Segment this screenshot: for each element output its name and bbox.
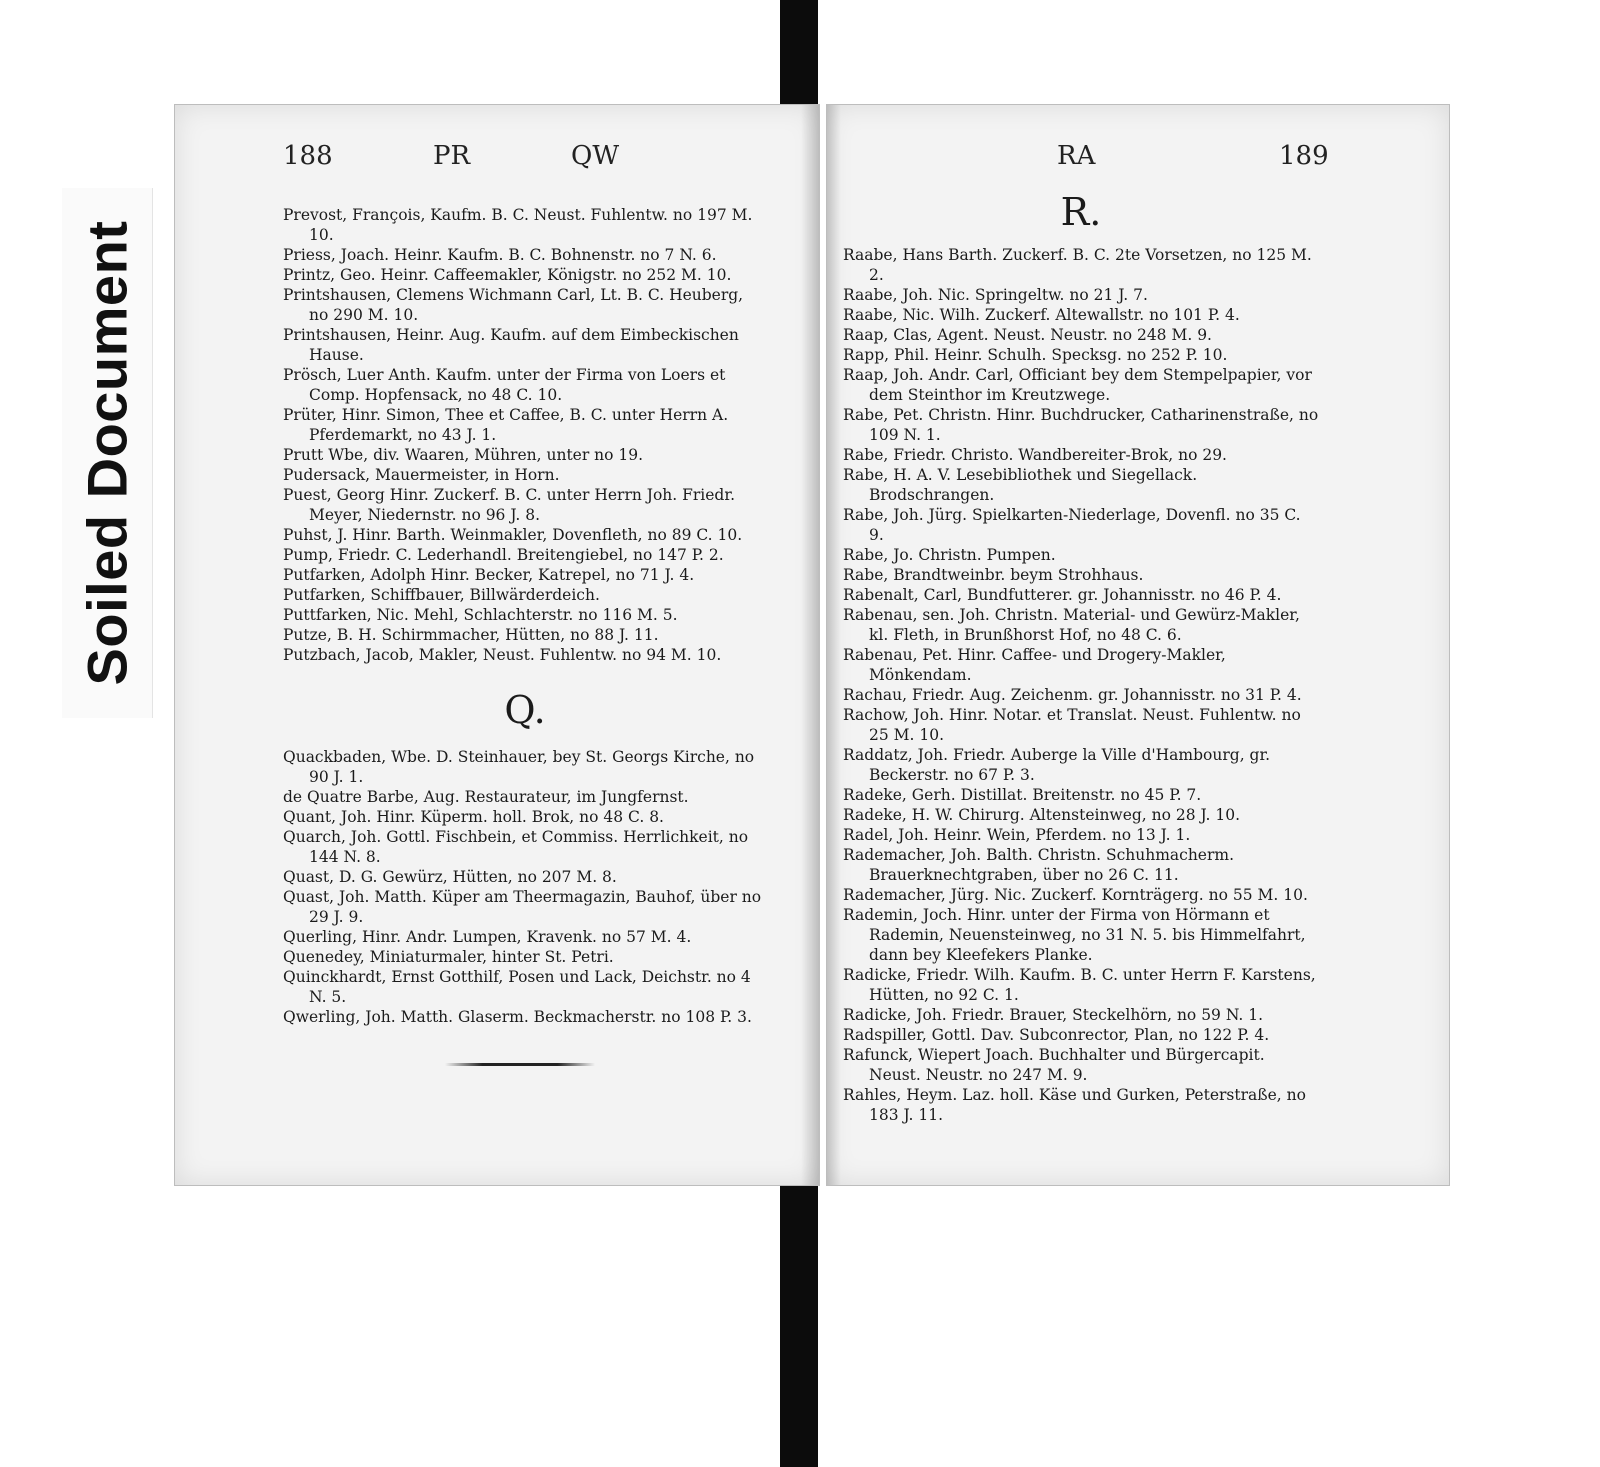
directory-entry: Quast, Joh. Matth. Küper am Theermagazin, Bauhof, über no 29 J. 9. xyxy=(283,888,762,926)
directory-entry: Rabe, Jo. Christn. Pumpen. xyxy=(843,546,1056,564)
directory-entry: Rabenau, Pet. Hinr. Caffee- und Drogery-Makler, Mönkendam. xyxy=(843,646,1226,684)
directory-entry: Quackbaden, Wbe. D. Steinhauer, bey St. Georgs Kirche, no 90 J. 1. xyxy=(283,748,755,786)
directory-entry: Puttfarken, Nic. Mehl, Schlachterstr. no 116 M. 5. xyxy=(283,606,678,624)
directory-entry: Rabe, Joh. Jürg. Spielkarten-Niederlage, Dovenfl. no 35 C. 9. xyxy=(843,506,1301,544)
entries-q xyxy=(283,747,767,1027)
directory-entry: Puest, Georg Hinr. Zuckerf. B. C. unter Herrn Joh. Friedr. Meyer, Niedernstr. no 96 J. 8. xyxy=(283,486,735,524)
directory-entry: Radicke, Friedr. Wilh. Kaufm. B. C. unter Herrn F. Karstens, Hütten, no 92 C. 1. xyxy=(843,966,1316,1004)
left-page-number: 188 xyxy=(283,141,333,171)
directory-entry: Printz, Geo. Heinr. Caffeemakler, Königstr. no 252 M. 10. xyxy=(283,266,732,284)
entries-p xyxy=(283,205,767,665)
left-entries xyxy=(283,205,767,1027)
entries-r xyxy=(843,245,1319,1125)
right-header-center: RA xyxy=(1057,141,1096,171)
directory-entry: Rademacher, Jürg. Nic. Zuckerf. Kornträgerg. no 55 M. 10. xyxy=(843,886,1308,904)
directory-entry: de Quatre Barbe, Aug. Restaurateur, im Jungfernst. xyxy=(283,788,689,806)
directory-entry: Prösch, Luer Anth. Kaufm. unter der Firma von Loers et Comp. Hopfensack, no 48 C. 10. xyxy=(283,366,726,404)
end-rule xyxy=(445,1063,595,1066)
directory-entry: Rabe, Friedr. Christo. Wandbereiter-Brok, no 29. xyxy=(843,446,1227,464)
directory-entry: Quast, D. G. Gewürz, Hütten, no 207 M. 8. xyxy=(283,868,617,886)
directory-entry: Prüter, Hinr. Simon, Thee et Caffee, B. C. unter Herrn A. Pferdemarkt, no 43 J. 1. xyxy=(283,406,729,444)
directory-entry: Printshausen, Heinr. Aug. Kaufm. auf dem Eimbeckischen Hause. xyxy=(283,326,739,364)
directory-entry: Pudersack, Mauermeister, in Horn. xyxy=(283,466,560,484)
directory-entry: Rabenau, sen. Joh. Christn. Material- und Gewürz-Makler, kl. Fleth, in Brunßhorst Hof, no 48 C. 6. xyxy=(843,606,1300,644)
directory-entry: Radel, Joh. Heinr. Wein, Pferdem. no 13 J. 1. xyxy=(843,826,1191,844)
directory-entry: Putfarken, Schiffbauer, Billwärderdeich. xyxy=(283,586,600,604)
directory-entry: Raap, Joh. Andr. Carl, Officiant bey dem Stempelpapier, vor dem Steinthor im Kreutzwege. xyxy=(843,366,1312,404)
book-spine-top xyxy=(780,0,818,110)
directory-entry: Rademacher, Joh. Balth. Christn. Schuhmacherm. Brauerknechtgraben, über no 26 C. 11. xyxy=(843,846,1235,884)
directory-entry: Raabe, Joh. Nic. Springeltw. no 21 J. 7. xyxy=(843,286,1148,304)
directory-entry: Rademin, Joch. Hinr. unter der Firma von Hörmann et Rademin, Neuensteinweg, no 31 N. 5. bis Himmelfahrt, dann bey Kleefekers Planke. xyxy=(843,906,1306,964)
directory-entry: Pump, Friedr. C. Lederhandl. Breitengiebel, no 147 P. 2. xyxy=(283,546,724,564)
directory-entry: Rabe, H. A. V. Lesebibliothek und Siegellack. Brodschrangen. xyxy=(843,466,1198,504)
left-page xyxy=(174,104,820,1186)
directory-entry: Radicke, Joh. Friedr. Brauer, Steckelhörn, no 59 N. 1. xyxy=(843,1006,1264,1024)
right-entries xyxy=(843,185,1319,1125)
left-header-left: PR xyxy=(433,141,471,171)
right-page xyxy=(826,104,1450,1186)
directory-entry: Rabenalt, Carl, Bundfutterer. gr. Johannisstr. no 46 P. 4. xyxy=(843,586,1282,604)
directory-entry: Prutt Wbe, div. Waaren, Mühren, unter no 19. xyxy=(283,446,644,464)
book-spine-bottom xyxy=(780,1170,818,1467)
directory-entry: Putzbach, Jacob, Makler, Neust. Fuhlentw. no 94 M. 10. xyxy=(283,646,722,664)
directory-entry: Putfarken, Adolph Hinr. Becker, Katrepel, no 71 J. 4. xyxy=(283,566,695,584)
directory-entry: Prevost, François, Kaufm. B. C. Neust. Fuhlentw. no 197 M. 10. xyxy=(283,206,753,244)
directory-entry: Printshausen, Clemens Wichmann Carl, Lt. B. C. Heuberg, no 290 M. 10. xyxy=(283,286,744,324)
directory-entry: Raabe, Nic. Wilh. Zuckerf. Altewallstr. no 101 P. 4. xyxy=(843,306,1240,324)
directory-entry: Radspiller, Gottl. Dav. Subconrector, Plan, no 122 P. 4. xyxy=(843,1026,1270,1044)
directory-entry: Rabe, Pet. Christn. Hinr. Buchdrucker, Catharinenstraße, no 109 N. 1. xyxy=(843,406,1319,444)
directory-entry: Raabe, Hans Barth. Zuckerf. B. C. 2te Vorsetzen, no 125 M. 2. xyxy=(843,246,1312,284)
directory-entry: Rafunck, Wiepert Joach. Buchhalter und Bürgercapit. Neust. Neustr. no 247 M. 9. xyxy=(843,1046,1265,1084)
directory-entry: Radeke, H. W. Chirurg. Altensteinweg, no 28 J. 10. xyxy=(843,806,1241,824)
directory-entry: Priess, Joach. Heinr. Kaufm. B. C. Bohnenstr. no 7 N. 6. xyxy=(283,246,717,264)
directory-entry: Rapp, Phil. Heinr. Schulh. Specksg. no 252 P. 10. xyxy=(843,346,1228,364)
directory-entry: Quenedey, Miniaturmaler, hinter St. Petri. xyxy=(283,948,614,966)
directory-entry: Querling, Hinr. Andr. Lumpen, Kravenk. no 57 M. 4. xyxy=(283,928,692,946)
letter-q-heading: Q. xyxy=(504,688,546,732)
directory-entry: Raddatz, Joh. Friedr. Auberge la Ville d'Hambourg, gr. Beckerstr. no 67 P. 3. xyxy=(843,746,1271,784)
left-header-right: QW xyxy=(571,141,620,171)
soiled-document-label: Soiled Document xyxy=(75,220,139,686)
directory-entry: Radeke, Gerh. Distillat. Breitenstr. no 45 P. 7. xyxy=(843,786,1202,804)
directory-entry: Rabe, Brandtweinbr. beym Strohhaus. xyxy=(843,566,1144,584)
directory-entry: Putze, B. H. Schirmmacher, Hütten, no 88 J. 11. xyxy=(283,626,659,644)
letter-r-heading: R. xyxy=(1060,190,1102,234)
directory-entry: Qwerling, Joh. Matth. Glaserm. Beckmacherstr. no 108 P. 3. xyxy=(283,1008,752,1026)
directory-entry: Quinckhardt, Ernst Gotthilf, Posen und Lack, Deichstr. no 4 N. 5. xyxy=(283,968,751,1006)
directory-entry: Rachow, Joh. Hinr. Notar. et Translat. Neust. Fuhlentw. no 25 M. 10. xyxy=(843,706,1301,744)
directory-entry: Rahles, Heym. Laz. holl. Käse und Gurken, Peterstraße, no 183 J. 11. xyxy=(843,1086,1306,1124)
directory-entry: Raap, Clas, Agent. Neust. Neustr. no 248 M. 9. xyxy=(843,326,1212,344)
directory-entry: Puhst, J. Hinr. Barth. Weinmakler, Dovenfleth, no 89 C. 10. xyxy=(283,526,743,544)
right-page-number: 189 xyxy=(1279,141,1329,171)
directory-entry: Quant, Joh. Hinr. Küperm. holl. Brok, no 48 C. 8. xyxy=(283,808,664,826)
directory-entry: Rachau, Friedr. Aug. Zeichenm. gr. Johannisstr. no 31 P. 4. xyxy=(843,686,1302,704)
directory-entry: Quarch, Joh. Gottl. Fischbein, et Commiss. Herrlichkeit, no 144 N. 8. xyxy=(283,828,749,866)
